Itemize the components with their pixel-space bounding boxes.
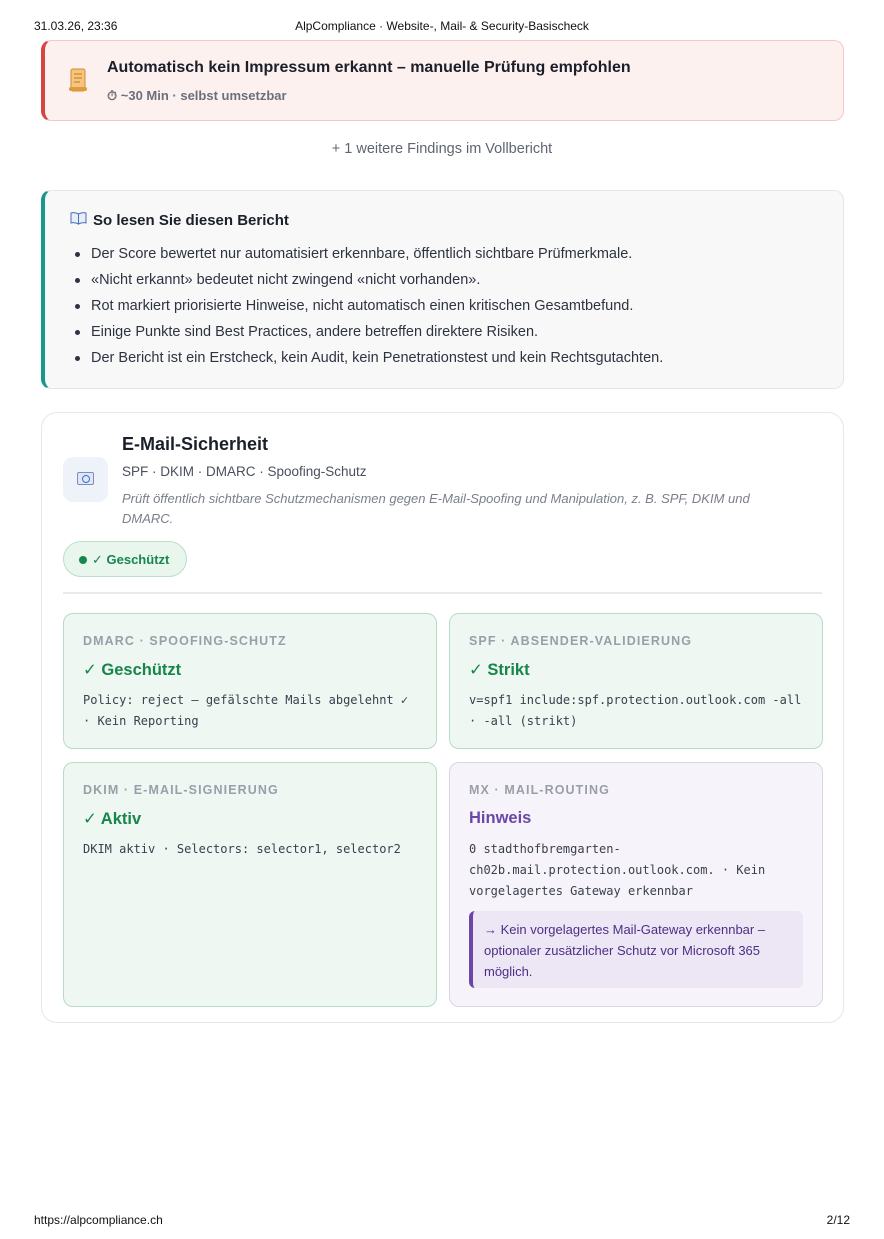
list-item: «Nicht erkannt» bedeutet nicht zwingend «nicht vorhanden». (91, 269, 663, 295)
email-icon (63, 457, 108, 502)
reading-guide-list (91, 243, 663, 373)
email-security-card (41, 412, 844, 1023)
tile-label: SPF · ABSENDER-VALIDIERUNG (469, 634, 693, 648)
section-description: Prüft öffentlich sichtbare Schutzmechanismen gegen E-Mail-Spoofing und Manipulation, z. B. SPF, DKIM und DMARC. (122, 491, 750, 526)
mx-recommendation-note: → Kein vorgelagertes Mail-Gateway erkennbar – optionaler zusätzlicher Schutz vor Microsoft 365 möglich. (469, 911, 803, 988)
tile-status: Hinweis (469, 809, 532, 827)
status-badge-label: ✓ Geschützt (92, 552, 170, 567)
tile-status: ✓ Strikt (469, 661, 530, 679)
tile-label: MX · MAIL-ROUTING (469, 783, 610, 797)
list-item: Der Score bewertet nur automatisiert erkennbare, öffentlich sichtbare Prüfmerkmale. (91, 243, 663, 269)
print-datetime: 31.03.26, 23:36 (34, 19, 118, 33)
list-item: Rot markiert priorisierte Hinweise, nicht automatisch einen kritischen Gesamtbefund. (91, 295, 663, 321)
spf-tile (449, 613, 823, 749)
mx-tile (449, 762, 823, 1007)
print-footer (34, 1213, 850, 1229)
finding-effort: ⏱ ~30 Min · selbst umsetzbar (107, 88, 287, 103)
status-dot-icon (79, 556, 87, 564)
tile-detail: 0 stadthofbremgarten-ch02b.mail.protection.outlook.com. · Kein vorgelagertes Gateway erkennbar (469, 842, 766, 898)
print-header (34, 19, 850, 35)
reading-guide (41, 190, 844, 389)
list-item: Der Bericht ist ein Erstcheck, kein Audit, kein Penetrationstest und kein Rechtsgutachten. (91, 347, 663, 373)
finding-card (41, 40, 844, 121)
divider (63, 592, 822, 594)
print-url: https://alpcompliance.ch (34, 1213, 163, 1227)
section-subtitle: SPF · DKIM · DMARC · Spoofing-Schutz (122, 464, 367, 479)
dmarc-tile (63, 613, 437, 749)
status-badge (63, 541, 187, 577)
reading-guide-title-text: So lesen Sie diesen Bericht (93, 212, 289, 229)
finding-title: Automatisch kein Impressum erkannt – manuelle Prüfung empfohlen (107, 59, 631, 76)
tile-label: DMARC · SPOOFING-SCHUTZ (83, 634, 287, 648)
page-number: 2/12 (826, 1213, 850, 1227)
scroll-icon (69, 68, 87, 92)
tile-detail: v=spf1 include:spf.protection.outlook.com -all · -all (strikt) (469, 693, 802, 728)
tile-label: DKIM · E-MAIL-SIGNIERUNG (83, 783, 279, 797)
more-findings-link[interactable]: + 1 weitere Findings im Vollbericht (331, 141, 553, 157)
tile-detail: DKIM aktiv · Selectors: selector1, selector2 (83, 842, 401, 856)
print-title: AlpCompliance · Website-, Mail- & Security-Basischeck (295, 19, 589, 33)
book-icon (70, 212, 87, 229)
tile-detail: Policy: reject – gefälschte Mails abgelehnt ✓ · Kein Reporting (83, 693, 409, 728)
tile-status: ✓ Geschützt (83, 661, 182, 679)
list-item: Einige Punkte sind Best Practices, andere betreffen direktere Risiken. (91, 321, 663, 347)
reading-guide-title (70, 212, 289, 229)
dkim-tile (63, 762, 437, 1007)
tile-status: ✓ Aktiv (83, 810, 142, 828)
section-title: E-Mail-Sicherheit (122, 434, 269, 454)
